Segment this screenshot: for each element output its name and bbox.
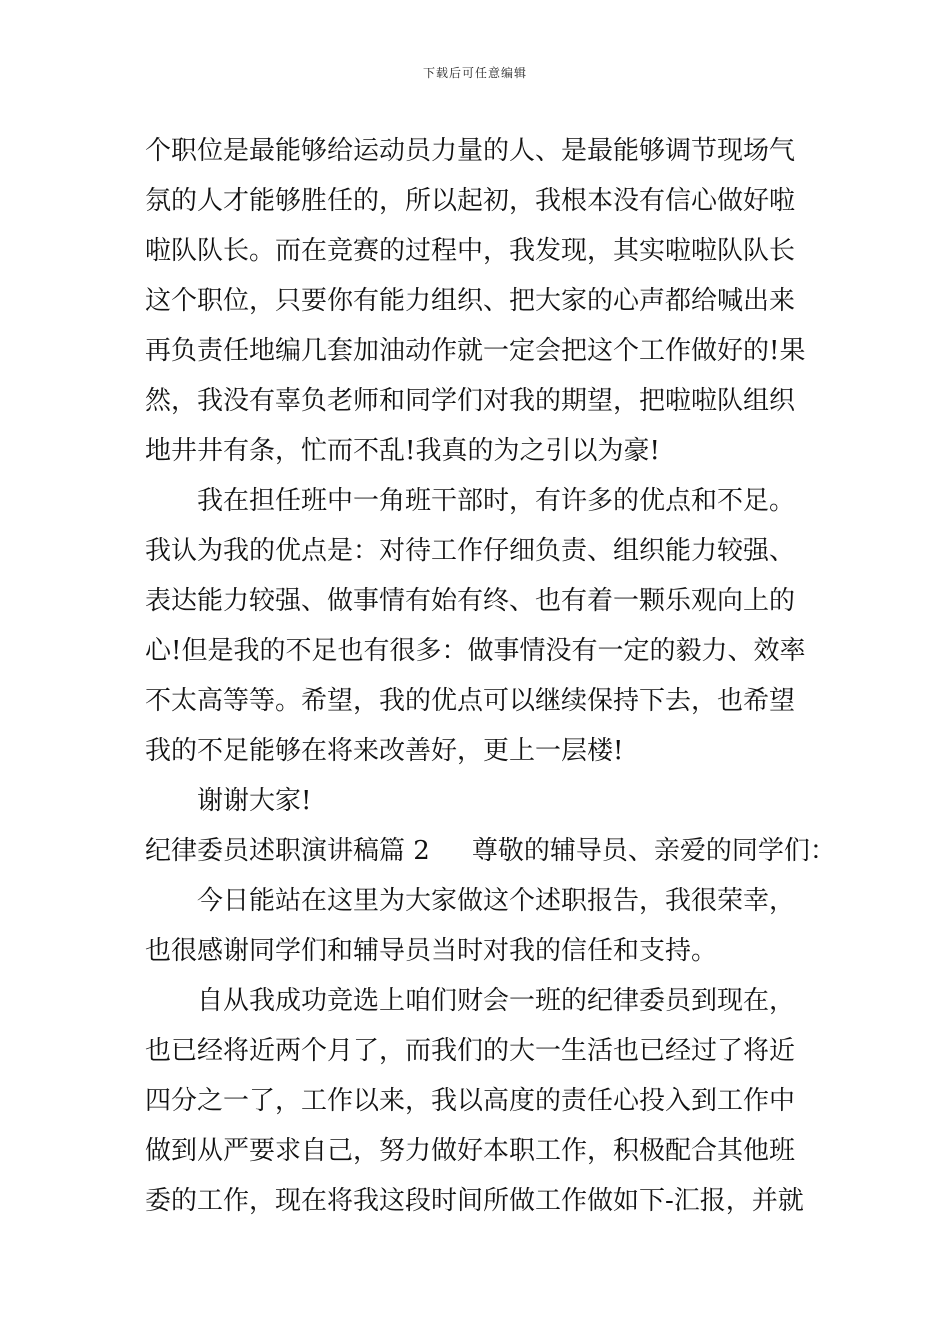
section-title: 纪律委员述职演讲稿篇 2 <box>145 836 430 866</box>
section-heading-line <box>145 826 836 876</box>
text-line: 四分之一了，工作以来，我以高度的责任心投入到工作中 <box>145 1086 796 1116</box>
text-line: 不太高等等。希望，我的优点可以继续保持下去，也希望 <box>145 686 796 716</box>
text-line: 做到从严要求自己，努力做好本职工作，积极配合其他班 <box>145 1136 796 1166</box>
text-line: 地井井有条，忙而不乱!我真的为之引以为豪! <box>145 436 660 466</box>
text-line: 然，我没有辜负老师和同学们对我的期望，把啦啦队组织 <box>145 386 796 416</box>
text-line: 也很感谢同学们和辅导员当时对我的信任和支持。 <box>145 936 718 966</box>
text-line: 表达能力较强、做事情有始有终、也有着一颗乐观向上的 <box>145 586 796 616</box>
text-line: 个职位是最能够给运动员力量的人、是最能够调节现场气 <box>145 136 796 166</box>
closing-thanks: 谢谢大家! <box>197 786 312 816</box>
text-line: 也已经将近两个月了，而我们的大一生活也已经过了将近 <box>145 1036 796 1066</box>
salutation: 尊敬的辅导员、亲爱的同学们： <box>471 836 836 866</box>
text-line: 氛的人才能够胜任的，所以起初，我根本没有信心做好啦 <box>145 186 796 216</box>
text-line: 我的不足能够在将来改善好，更上一层楼! <box>145 736 624 766</box>
paragraph-start-line: 我在担任班中一角班干部时，有许多的优点和不足。 <box>197 486 796 516</box>
document-body <box>145 126 836 1226</box>
text-line: 啦队队长。而在竞赛的过程中，我发现，其实啦啦队队长 <box>145 236 796 266</box>
page-header-note: 下载后可任意编辑 <box>422 66 527 80</box>
text-line: 我认为我的优点是：对待工作仔细负责、组织能力较强、 <box>145 536 796 566</box>
paragraph-start-line: 自从我成功竞选上咱们财会一班的纪律委员到现在， <box>197 986 796 1016</box>
text-line: 再负责任地编几套加油动作就一定会把这个工作做好的!果 <box>145 336 806 366</box>
text-line: 这个职位，只要你有能力组织、把大家的心声都给喊出来 <box>145 286 796 316</box>
paragraph-start-line: 今日能站在这里为大家做这个述职报告，我很荣幸， <box>197 886 796 916</box>
text-line: 心!但是我的不足也有很多：做事情没有一定的毅力、效率 <box>145 636 806 666</box>
text-line: 委的工作，现在将我这段时间所做工作做如下-汇报，并就 <box>145 1186 804 1216</box>
